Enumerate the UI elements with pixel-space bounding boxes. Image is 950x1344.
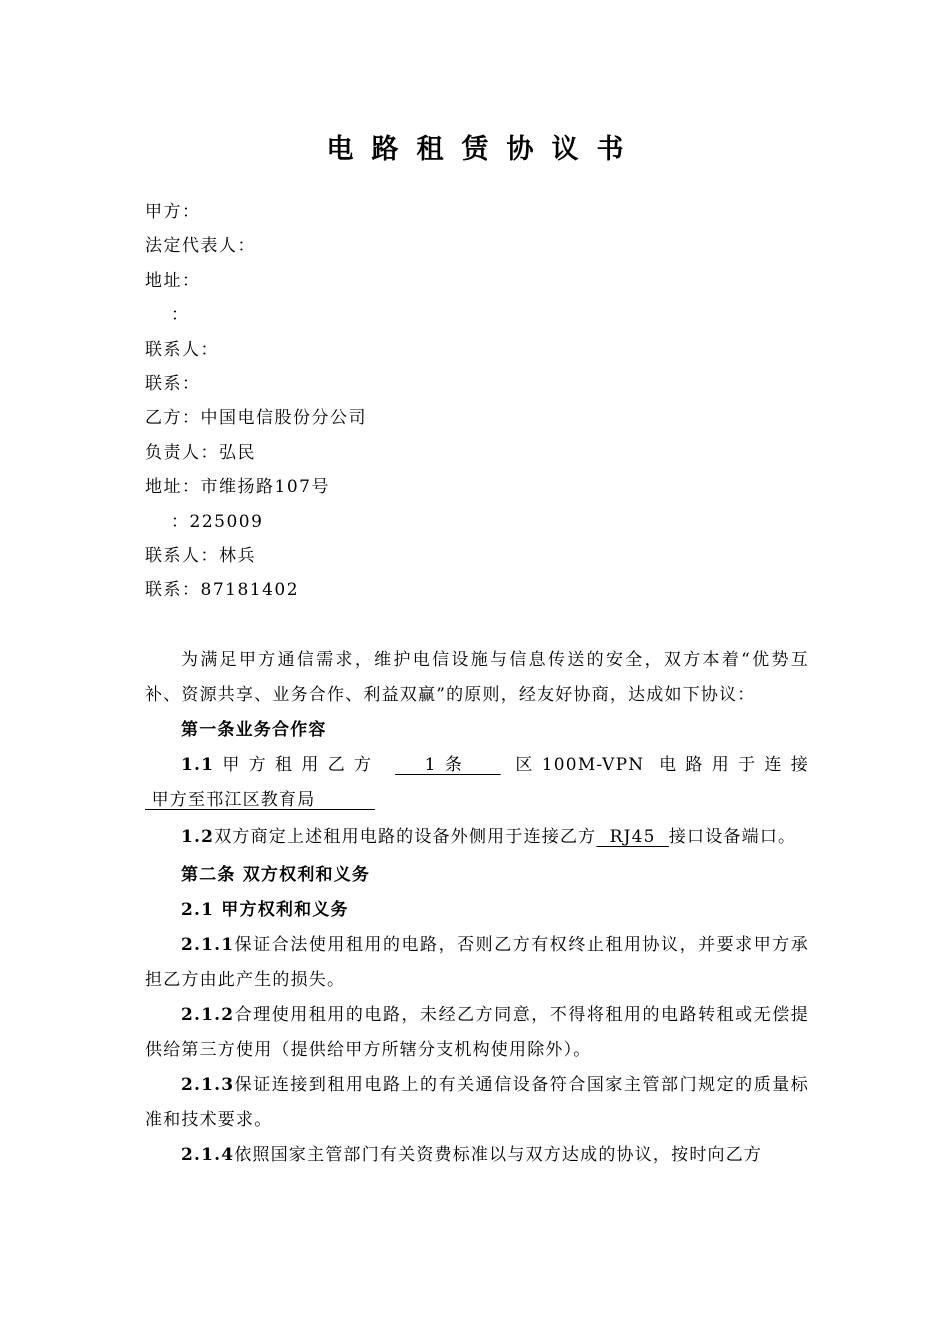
clause-1-1 xyxy=(145,748,809,818)
preamble-paragraph: 为满足甲方通信需求，维护电信设施与信息传送的安全，双方本着“优势互补、资源共享、业务合作、利益双赢”的原则，经友好协商，达成如下协议： xyxy=(145,650,809,705)
clause-text: 接口设备端口。 xyxy=(668,827,797,847)
section-2-1-heading: 2.1 甲方权利和义务 xyxy=(181,900,349,920)
clause-number: 2.1.4 xyxy=(181,1145,235,1165)
party-a-contact: 联系： xyxy=(145,373,201,394)
agreement-body xyxy=(145,643,809,1173)
document-title: 电路租赁协议书 xyxy=(326,134,642,165)
party-b-postcode: ：225009 xyxy=(171,511,264,532)
clause-text: 双方商定上述租用电路的设备外侧用于连接乙方 xyxy=(214,827,597,847)
clause-2-1-4 xyxy=(145,1138,809,1173)
party-b-address: 地址：市维扬路107号 xyxy=(145,477,330,498)
clause-number: 1.2 xyxy=(181,827,215,847)
connection-target-field: 甲方至邗江区教育局 xyxy=(145,790,375,810)
circuit-count-field: 1条 xyxy=(395,755,501,775)
party-b-responsible: 负责人：弘民 xyxy=(145,442,256,463)
clause-text: 保证合法使用租用的电路，否则乙方有权终止租用协议，并要求甲方承担乙方由此产生的损失。 xyxy=(145,935,809,990)
clause-number: 1.1 xyxy=(181,755,215,775)
clause-text: 合理使用租用的电路，未经乙方同意，不得将租用的电路转租或无偿提供给第三方使用（提供给甲方所辖分支机构使用除外）。 xyxy=(145,1005,809,1060)
party-info xyxy=(145,195,825,608)
clause-number: 2.1.1 xyxy=(181,935,235,955)
clause-2-1-2 xyxy=(145,998,809,1068)
article-2-heading: 第二条 双方权利和义务 xyxy=(181,865,371,885)
clause-text: 依照国家主管部门有关资费标准以与双方达成的协议，按时向乙方 xyxy=(234,1145,763,1165)
article-1-heading: 第一条业务合作容 xyxy=(181,720,327,740)
clause-number: 2.1.2 xyxy=(181,1005,235,1025)
party-b-contact: 联系：87181402 xyxy=(145,580,300,601)
clause-text: 保证连接到租用电路上的有关通信设备符合国家主管部门规定的质量标准和技术要求。 xyxy=(145,1075,809,1130)
party-a-contact-person: 联系人： xyxy=(145,339,219,360)
clause-text: 区100M-VPN 电路用于连接 xyxy=(500,755,809,775)
party-a-name: 甲方： xyxy=(145,202,201,222)
clause-text: 甲方租用乙方 xyxy=(214,755,396,775)
clause-1-2 xyxy=(145,820,809,855)
party-b-name: 乙方：中国电信股份分公司 xyxy=(145,408,367,429)
interface-type-field: RJ45 xyxy=(596,827,669,847)
clause-2-1-3 xyxy=(145,1068,809,1138)
party-b-contact-person: 联系人：林兵 xyxy=(145,545,256,566)
party-a-postcode: ： xyxy=(171,305,190,326)
party-a-legal-rep: 法定代表人： xyxy=(145,236,256,257)
clause-number: 2.1.3 xyxy=(181,1075,235,1095)
party-a-address: 地址： xyxy=(145,270,201,291)
clause-2-1-1 xyxy=(145,928,809,998)
